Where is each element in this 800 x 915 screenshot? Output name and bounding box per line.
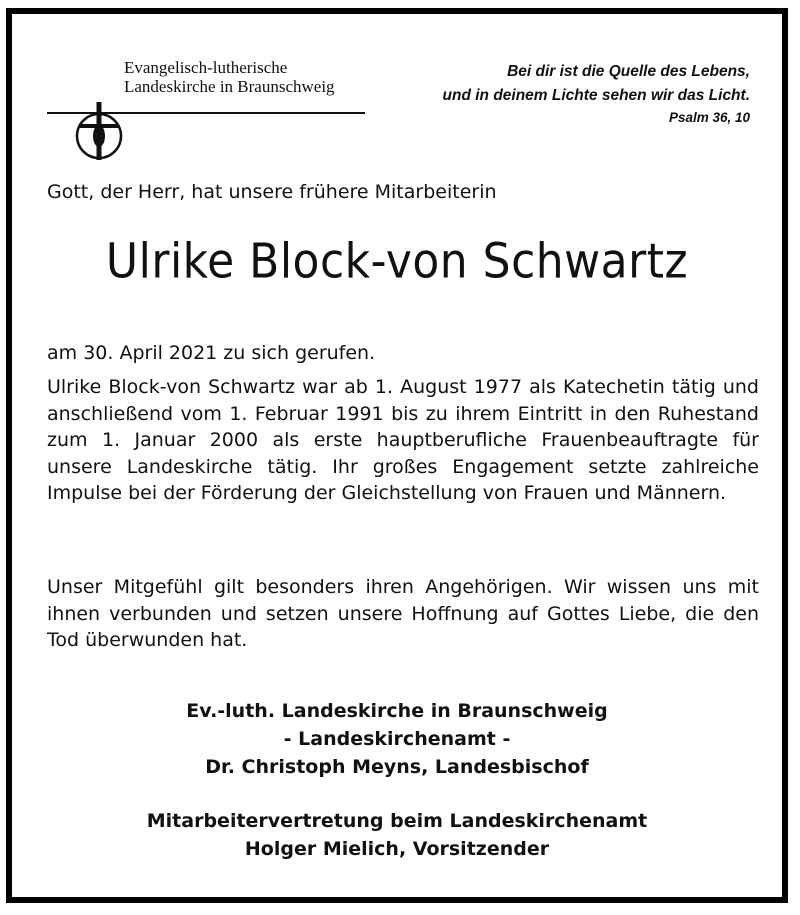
church-name-line2: Landeskirche in Braunschweig	[124, 77, 335, 96]
psalm-quote	[443, 60, 750, 128]
signature-staff-council	[12, 807, 782, 863]
signature-church-office	[12, 697, 782, 781]
psalm-reference: Psalm 36, 10	[668, 110, 750, 125]
signature-line: Mitarbeitervertretung beim Landeskirchenamt	[146, 810, 648, 832]
date-of-death-text: am 30. April 2021 zu sich gerufen.	[47, 342, 376, 364]
signature-line: Dr. Christoph Meyns, Landesbischof	[205, 756, 589, 778]
obituary-frame	[6, 8, 788, 903]
church-name	[124, 58, 335, 96]
psalm-line2: und in deinem Lichte sehen wir das Licht.	[442, 87, 750, 104]
condolence-paragraph: Unser Mitgefühl gilt besonders ihren Angehörigen. Wir wissen uns mit ihnen verbunden und setzen unsere Hoffnung auf Gottes Liebe, die den Tod überwunden hat.	[47, 576, 759, 651]
signature-line: - Landeskirchenamt -	[283, 728, 511, 750]
obituary-content	[12, 14, 782, 897]
biography-paragraph: Ulrike Block-von Schwartz war ab 1. August 1977 als Katechetin tätig und anschließend vom 1. Februar 1991 bis zu ihrem Eintritt in den Ruhestand zum 1. Januar 2000 als erste hauptberufliche Frauenbeauftragte für unsere Landeskirche tätig. Ihr großes Engagement setzte zahlreiche Impulse bei der Förderung der Gleichstellung von Frauen und Männern.	[47, 376, 759, 504]
cross-in-circle-icon	[72, 98, 126, 162]
psalm-line1: Bei dir ist die Quelle des Lebens,	[507, 63, 750, 80]
church-name-line1: Evangelisch-lutherische	[124, 58, 288, 77]
intro-text: Gott, der Herr, hat unsere frühere Mitarbeiterin	[47, 181, 497, 203]
deceased-name: Ulrike Block-von Schwartz	[105, 233, 689, 290]
signature-line: Holger Mielich, Vorsitzender	[244, 838, 550, 860]
signature-line: Ev.-luth. Landeskirche in Braunschweig	[186, 700, 608, 722]
